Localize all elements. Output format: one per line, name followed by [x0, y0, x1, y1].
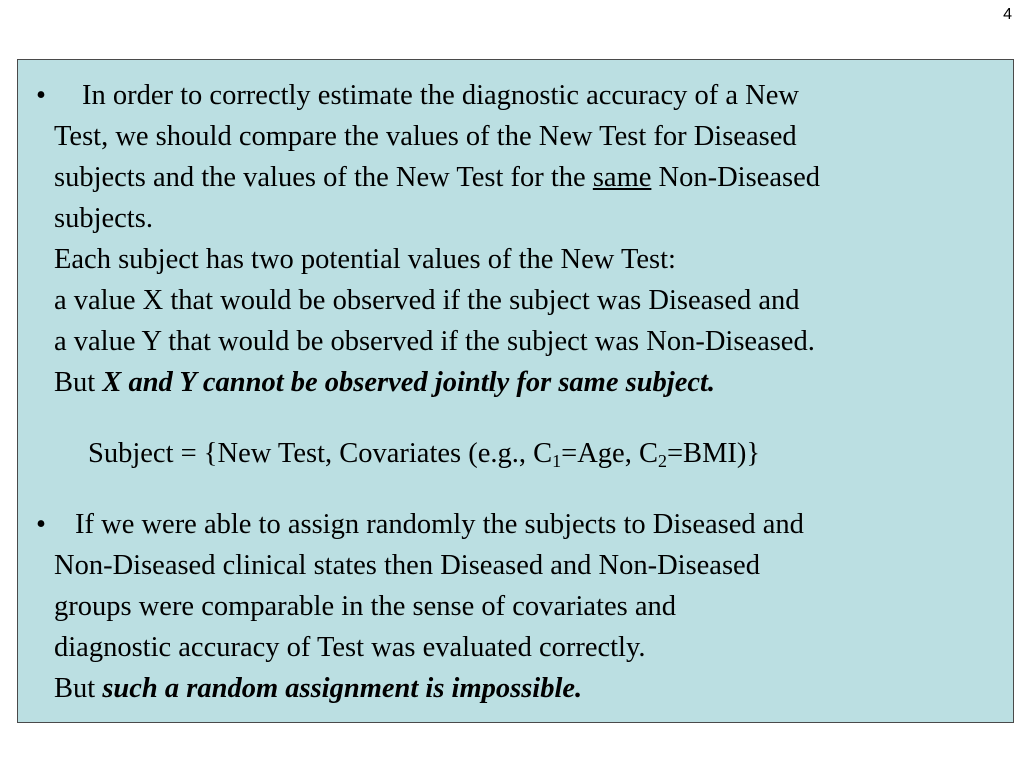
content-box [17, 59, 1014, 723]
subscript-1: 1 [552, 451, 562, 471]
emphasis-text-1: X and Y cannot be observed jointly for same subject. [102, 367, 716, 398]
emphasis-text-2: such a random assignment is impossible. [102, 673, 583, 704]
bullet-1-line-2: Test, we should compare the values of the New Test for Diseased [54, 121, 797, 152]
subject-part-2: =Age, C [561, 438, 658, 469]
subscript-2: 2 [657, 451, 667, 471]
bullet-2-line-3: groups were comparable in the sense of covariates and [54, 591, 677, 622]
bullet-1-line-3-pre: subjects and the values of the New Test for the [54, 162, 586, 193]
bullet-2-line-1: If we were able to assign randomly the subjects to Diseased and [75, 509, 804, 540]
bullet-1-line-8 [54, 363, 715, 404]
bullet-1-line-5: Each subject has two potential values of the New Test: [54, 244, 676, 275]
bullet-2-line-5-pre: But [54, 673, 96, 704]
bullet-1-line-3 [54, 158, 820, 199]
bullet-2-line-2: Non-Diseased clinical states then Diseased and Non-Diseased [54, 550, 760, 581]
bullet-1-line-3-post: Non-Diseased [658, 162, 820, 193]
bullet-2-marker: • [36, 509, 46, 540]
bullet-1-line-8-pre: But [54, 367, 96, 398]
subject-part-1: Subject = {New Test, Covariates (e.g., C [88, 438, 553, 469]
bullet-2-line-5 [54, 669, 582, 710]
bullet-2-line-4: diagnostic accuracy of Test was evaluated correctly. [54, 632, 646, 663]
bullet-1-line-7: a value Y that would be observed if the subject was Non-Diseased. [54, 326, 815, 357]
bullet-1-line-6: a value X that would be observed if the subject was Diseased and [54, 285, 800, 316]
bullet-1-line-4: subjects. [54, 203, 153, 234]
bullet-1-line-1: In order to correctly estimate the diagnostic accuracy of a New [82, 80, 799, 111]
subject-definition [88, 434, 760, 475]
bullet-1-marker: • [36, 80, 46, 111]
page-number: 4 [1003, 6, 1012, 23]
subject-part-3: =BMI)} [666, 438, 761, 469]
underlined-word-same: same [592, 162, 652, 193]
